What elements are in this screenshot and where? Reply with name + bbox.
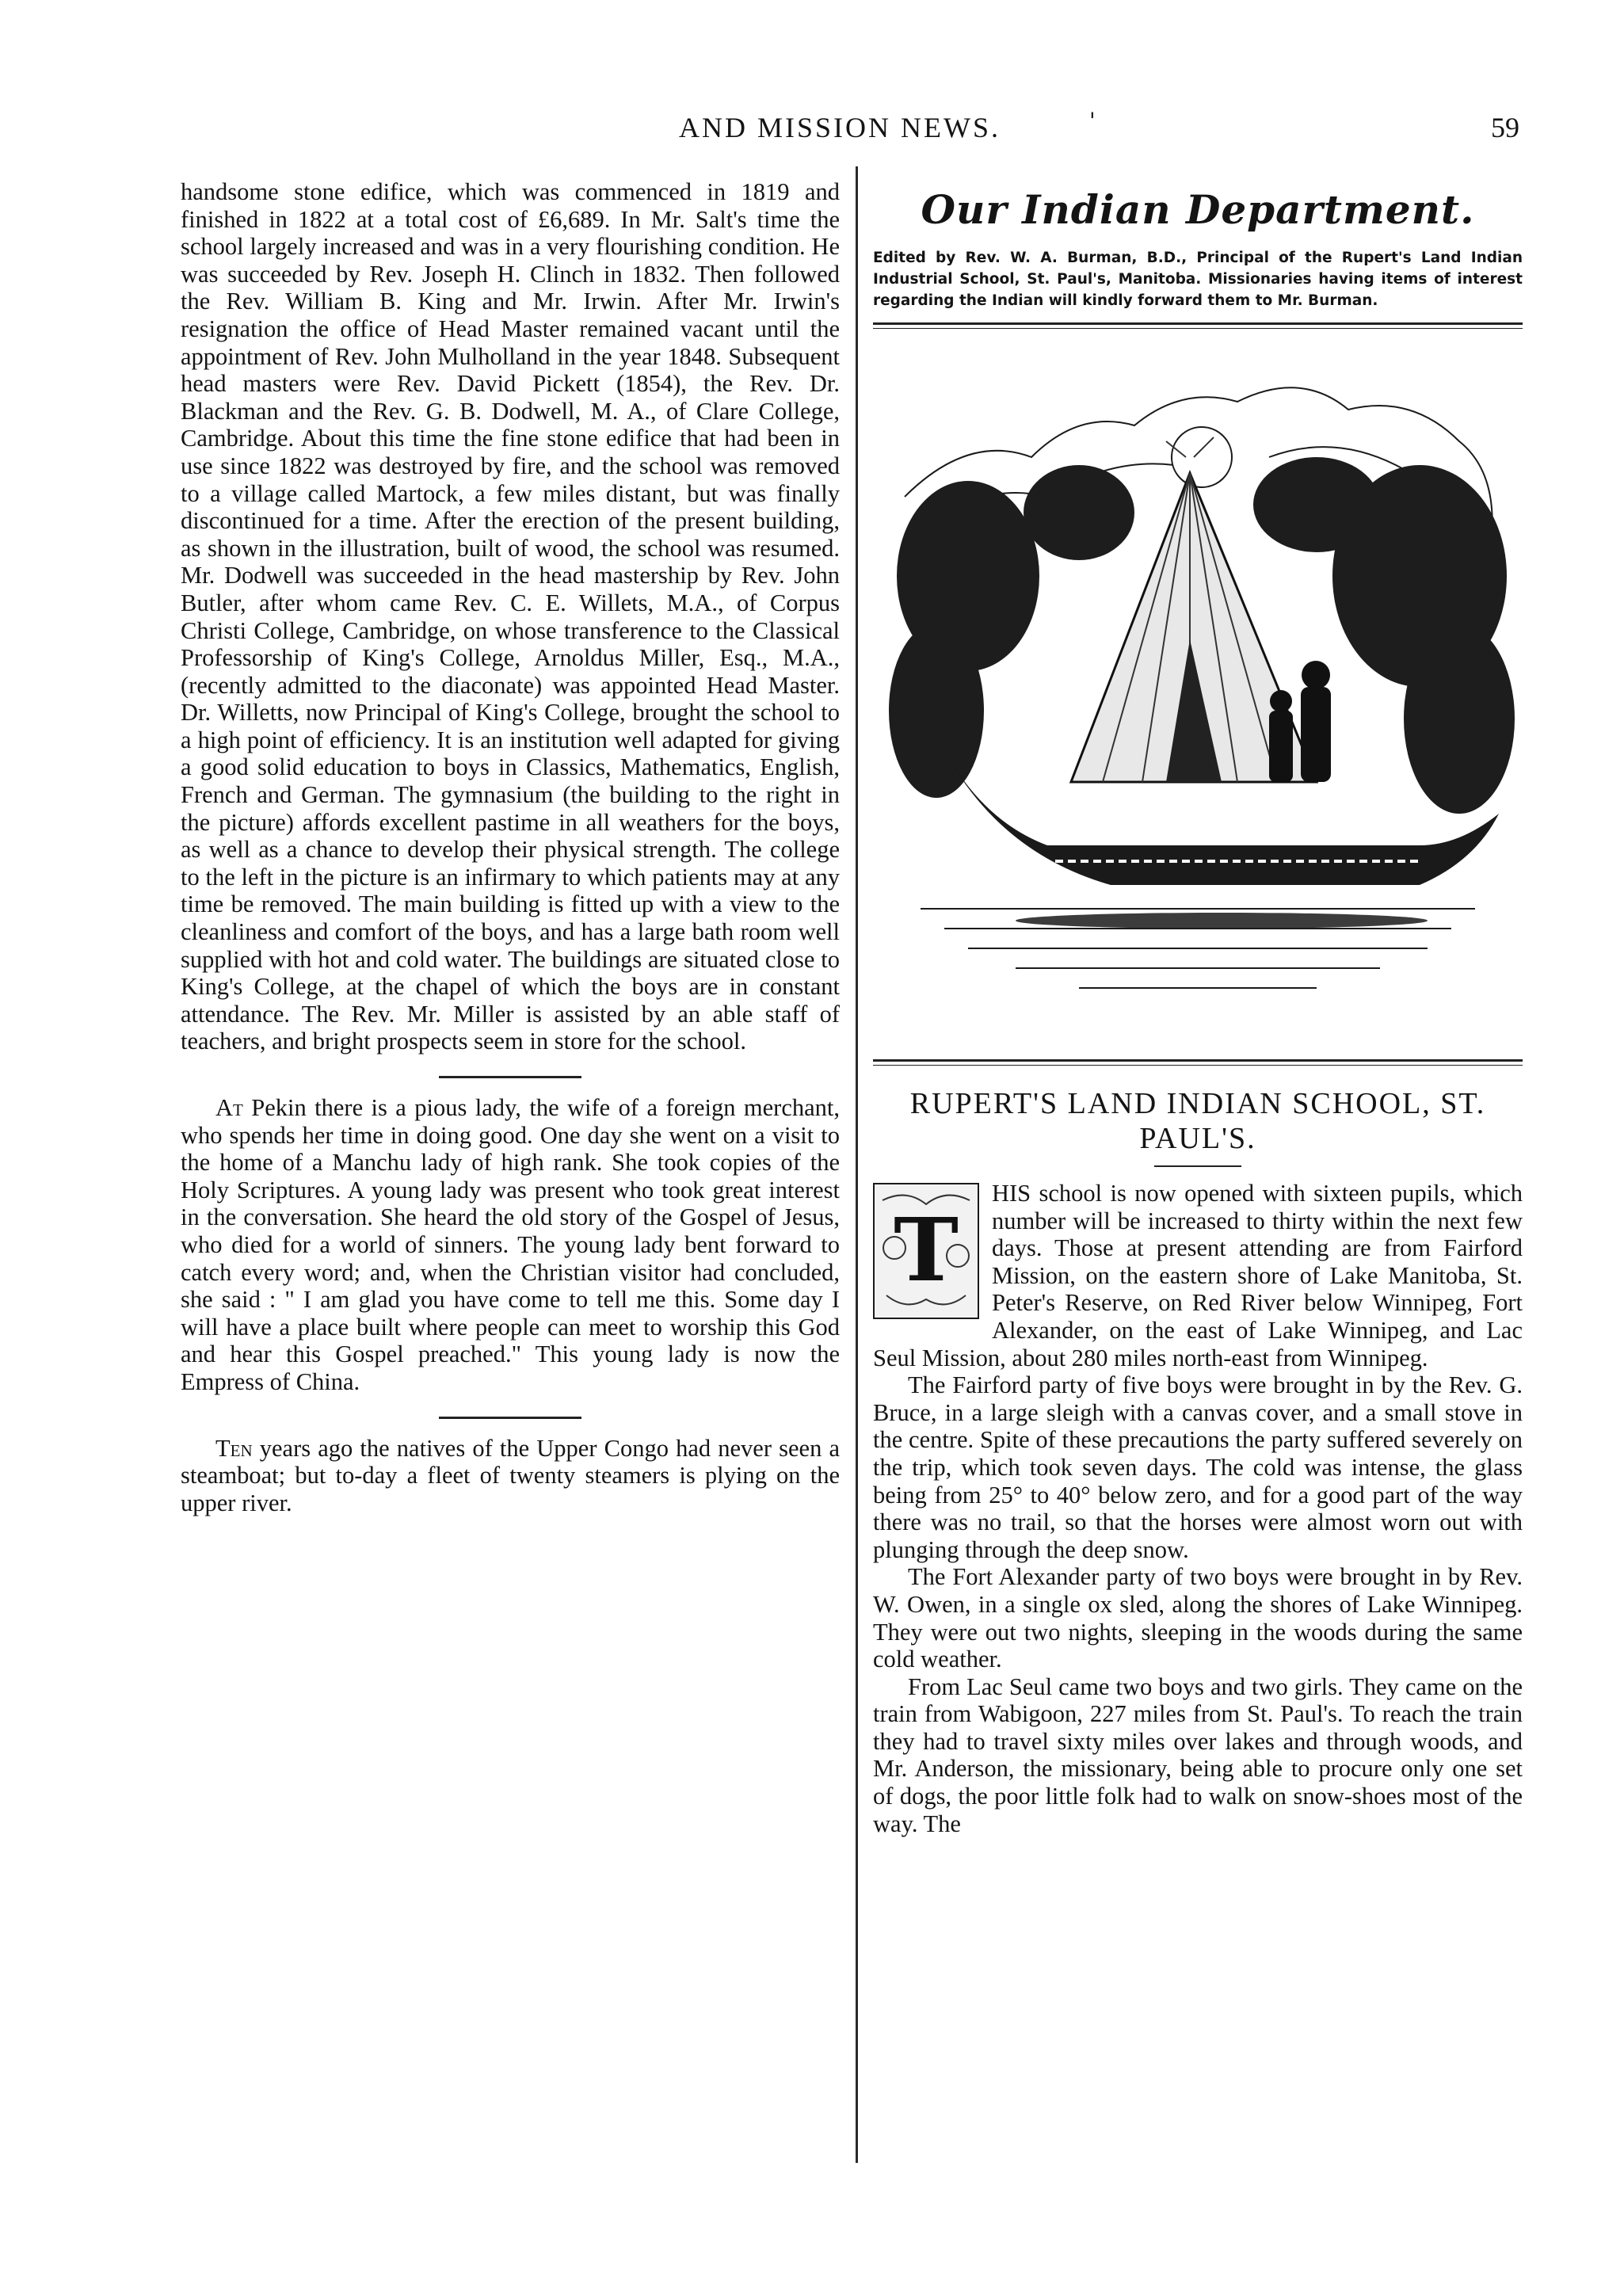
title-rule: [1154, 1165, 1241, 1167]
dropcap-letter: T: [894, 1199, 959, 1301]
department-title: Our Indian Department.: [921, 186, 1475, 233]
congo-lead: Ten: [215, 1434, 253, 1462]
article-body: [873, 1180, 1523, 1837]
congo-paragraph: [181, 1435, 840, 1517]
article-paragraph: From Lac Seul came two boys and two girls. They came on the train from Wabigoon, 227 miles from St. Paul's. To reach the train they had to travel sixty miles over lakes and through woods, and Mr. Anderson, the missionary, being able to procure only one set of dogs, the poor little folk had to walk on snow-shoes most of the way. The: [873, 1672, 1523, 1837]
print-mark: ': [1089, 108, 1096, 134]
article-first-paragraph: HIS school is now opened with sixteen pupils, which number will be increased to thirty within the next few days. Those at present attending are from Fairford Mission, on the eastern shore of Lake Manitoba, St. Peter's Reserve, on Red River below Winnipeg, Fort Alexander, on the east of Lake Winnipeg, and Lac Seul Mission, about 280 miles north-east from Winnipeg.: [873, 1180, 1523, 1371]
pekin-paragraph: [181, 1094, 840, 1396]
congo-body: years ago the natives of the Upper Congo had never seen a steamboat; but to-day a fleet of twenty steamers is plying on the upper river.: [181, 1434, 840, 1516]
article-title: RUPERT'S LAND INDIAN SCHOOL, ST. PAUL'S.: [909, 1087, 1486, 1155]
article-paragraph: The Fairford party of five boys were brought in by the Rev. G. Bruce, in a large sleigh with a canvas cover, and a small stove in the centre. Spite of these precautions the party suffered severely on the trip, which took seven days. The cold was intense, the glass being from 25° to 40° below zero, and for a good part of the way there was no trail, so that the horses were almost worn out with plunging through the deep snow.: [873, 1371, 1523, 1563]
pekin-lead: At: [215, 1094, 243, 1121]
header-double-rule: [873, 322, 1523, 329]
image-bottom-rule: [873, 1059, 1523, 1066]
school-history-paragraph: handsome stone edifice, which was commenced in 1819 and finished in 1822 at a total cost of £6,689. In Mr. Salt's time the school largely increased and was in a very flourishing condition. He was succeeded by Rev. Joseph H. Clinch in 1832. Then followed the Rev. William B. King and Mr. Irwin. After Mr. Irwin's resignation the office of Head Master remained vacant until the appointment of Rev. John Mulholland in the year 1848. Subsequent head masters were Rev. David Pickett (1854), the Rev. Dr. Blackman and the Rev. G. B. Dodwell, M. A., of Clare College, Cambridge. About this time the fine stone edifice that had been in use since 1822 was destroyed by fire, and the school was removed to a village called Martock, a few miles distant, but was finally discontinued for a time. After the erection of the present building, as shown in the illustration, built of wood, the school was resumed. Mr. Dodwell was succeeded in the head mastership by Rev. John Butler, after whom came Rev. C. E. Willets, M.A., of Corpus Christi College, Cambridge, on whose transference to the Classical Professorship of King's College, Arnoldus Miller, Esq., M.A., (recently admitted to the diaconate) was appointed Head Master. Dr. Willetts, now Principal of King's College, brought the school to a high point of efficiency. It is an institution well adapted for giving a good solid education to boys in Classics, Mathematics, English, French and German. The gymnasium (the building to the right in the picture) affords excellent pastime in all weathers for the boys, as well as a chance to develop their physical strength. The college to the left in the picture is an infirmary to which patients may at any time be removed. The main building is fitted up with a view to the cleanliness and comfort of the boys, and has a large bath room well supplied with hot and cold water. The buildings are situated close to King's College, at the chapel of which the boys are in constant attendance. The Rev. Mr. Miller is assisted by an able staff of teachers, and bright prospects seem in store for the school.: [181, 178, 840, 1055]
page-number: 59: [1491, 112, 1519, 143]
running-head: AND MISSION NEWS.: [678, 112, 1001, 143]
pekin-body: Pekin there is a pious lady, the wife of a foreign merchant, who spends her time in doing good. One day she went on a visit to the home of a Manchu lady of high rank. She took copies of the Holy Scriptures. A young lady was present who took great interest in the conversation. She heard the old story of the Gospel of Jesus, who died for a world of sinners. The young lady bent forward to catch every word; and, when the Christian visitor had concluded, she said : " I am glad you have come to tell me this. Some day I will have a place built where people can meet to worship this God and hear this Gospel preached." This young lady is now the Empress of China.: [181, 1094, 840, 1395]
section-rule: [439, 1076, 581, 1078]
article-paragraph: The Fort Alexander party of two boys were brought in by Rev. W. Owen, in a single ox sled, along the shores of Lake Winnipeg. They were out two nights, sleeping in the woods during the same cold weather.: [873, 1563, 1523, 1673]
right-column: [873, 178, 1523, 1837]
section-rule: [439, 1417, 581, 1419]
teepee-canoe-engraving: [873, 338, 1523, 1043]
left-column: [181, 178, 840, 1516]
column-divider: [856, 166, 858, 2163]
ornamental-dropcap: [873, 1183, 979, 1319]
editor-note: Edited by Rev. W. A. Burman, B.D., Principal of the Rupert's Land Indian Industrial School, St. Paul's, Manitoba. Missionaries having items of interest regarding the Indian will kindly forward them to Mr. Burman.: [873, 250, 1523, 309]
